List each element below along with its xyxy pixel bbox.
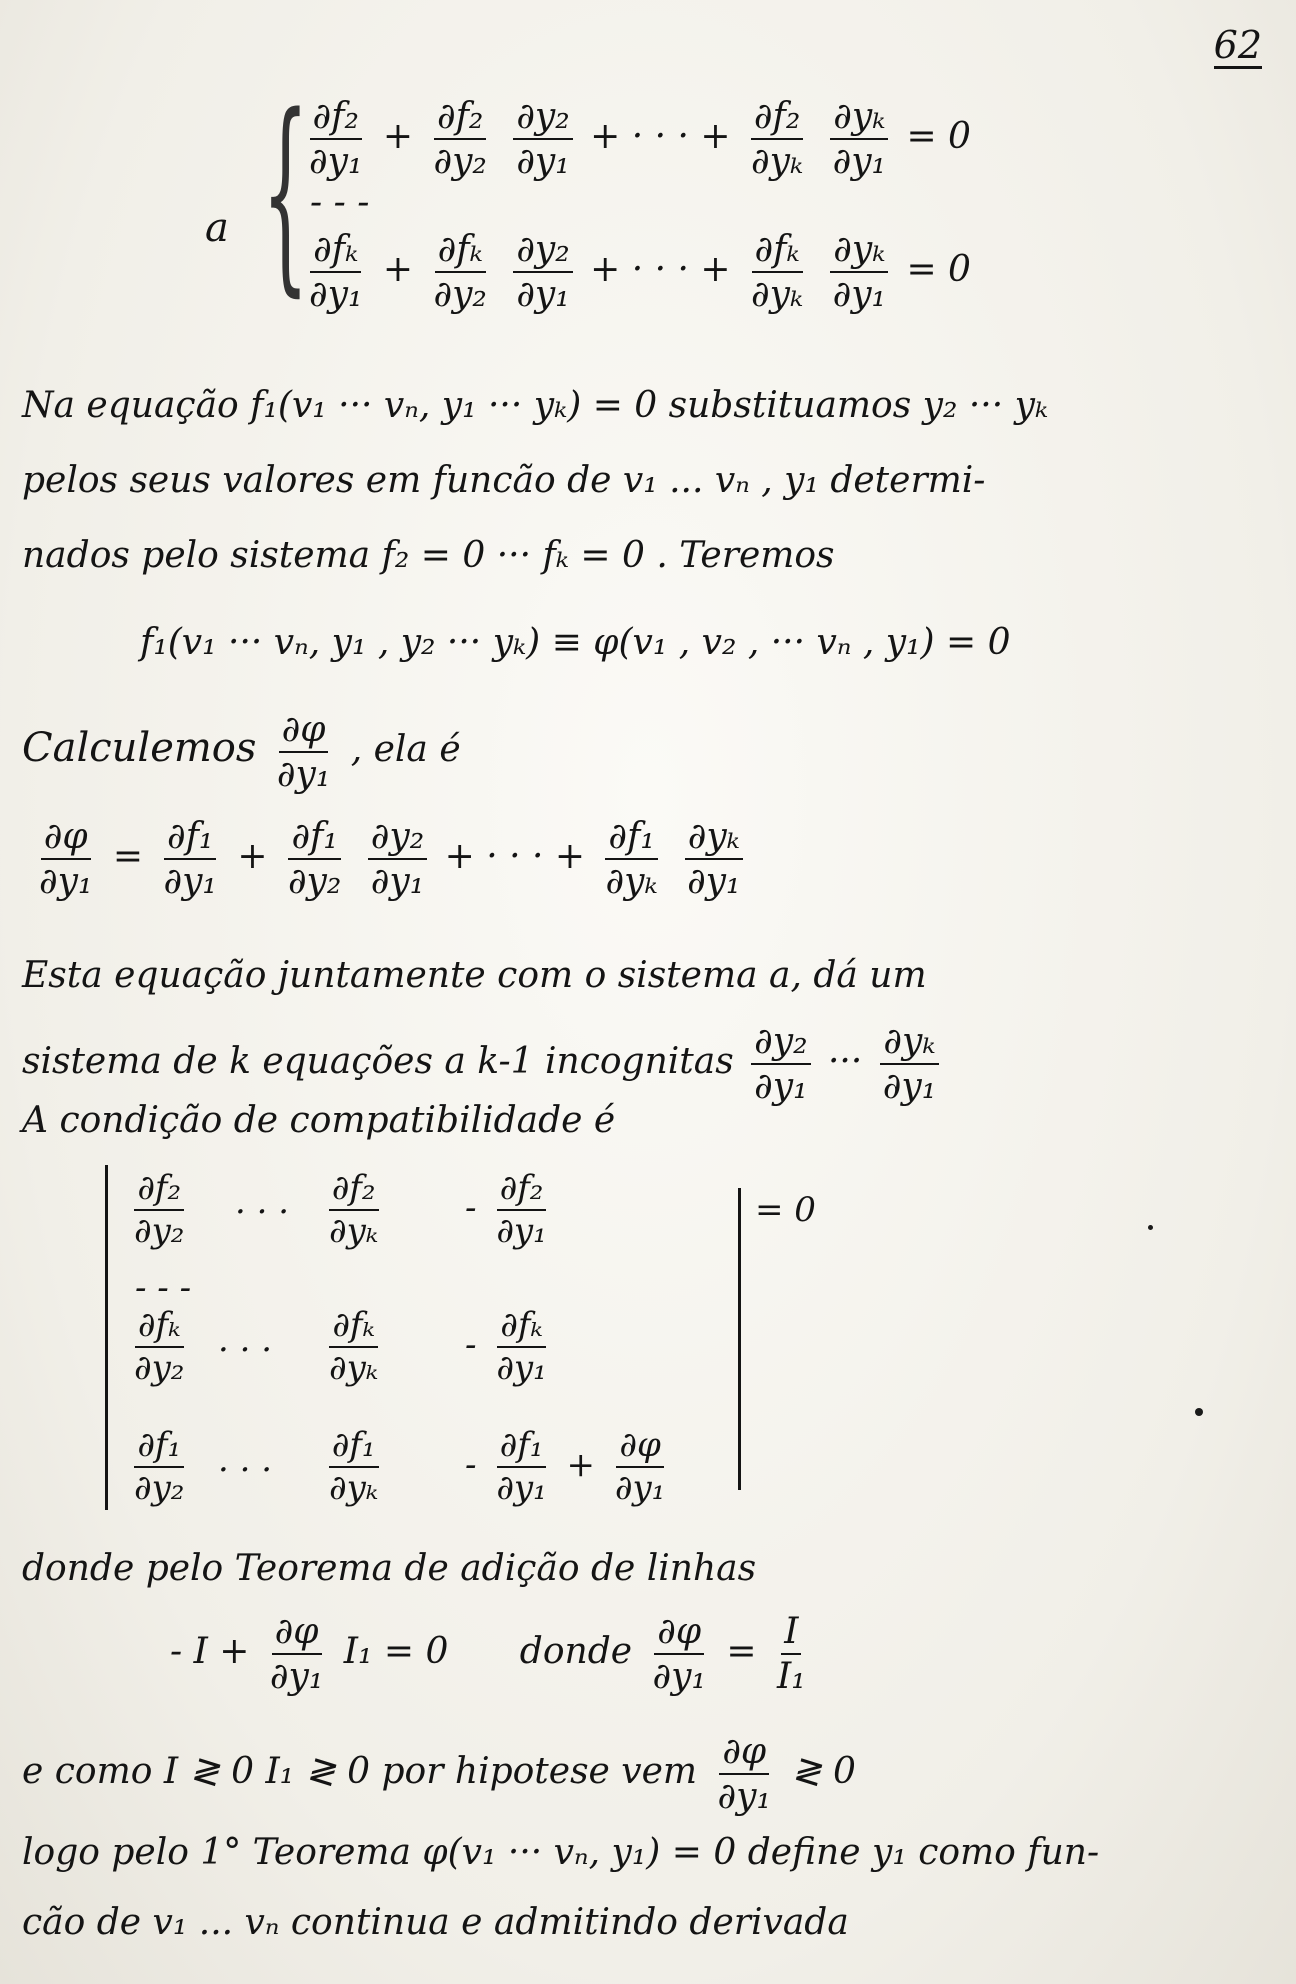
fraction: $\frac{\text{∂yₖ}}{\text{∂y₁}}$ [684,815,743,903]
fraction: $\frac{\text{∂f₁}}{\text{∂y₂}}$ [287,816,342,903]
determinant-cell: $\frac{\text{∂fₖ}}{\text{∂yₖ}}$ [329,1305,379,1388]
fraction: $\frac{I}{\text{I₁}}$ [776,1611,806,1698]
determinant-right-bar [738,1188,741,1490]
system-ellipsis: - - - [310,182,370,223]
text-line: nados pelo sistema f₂ = 0 ··· fₖ = 0 . Teremos [22,535,835,576]
text-line: cão de v₁ ... vₙ continua e admitindo derivada [22,1902,849,1943]
fraction: $\frac{\text{∂fₖ}}{\text{∂yₖ}}$ [751,229,804,316]
determinant-cell: - $\frac{\text{∂f₂}}{\text{∂y₁}}$ [465,1168,547,1251]
fraction: $\frac{\text{∂yₖ}}{\text{∂y₁}}$ [830,95,889,183]
fraction: $\frac{\text{∂fₖ}}{\text{∂y₂}}$ [433,229,487,316]
fraction: $\frac{\text{∂y₂}}{\text{∂y₁}}$ [513,95,572,183]
ink-dot [1195,1408,1203,1416]
fraction: $\frac{\partial\varphi}{\text{∂y₁}}$ [276,709,331,796]
hypothesis-line: e como I ≷ 0 I₁ ≷ 0 por hipotese vem $\frac{\partial\varphi}{\text{∂y₁}}$ ≷ 0 [22,1731,856,1818]
system-brace: { [262,70,309,315]
ink-dot [1148,1225,1153,1230]
result-equation: - I + $\frac{\partial\varphi}{\text{∂y₁}}$ I₁ = 0 donde $\frac{\partial\varphi}{\text{∂y₁}}$ = $\frac{I}{\text{I₁}}$ [170,1610,815,1698]
fraction: $\frac{\text{∂f₁}}{\text{∂y₁}}$ [163,816,217,903]
unknowns-line: sistema de k equações a k-1 incognitas $\frac{\text{∂y₂}}{\text{∂y₁}}$ ··· $\frac{\text{∂yₖ}}{\text{∂y₁}}$ [22,1020,945,1108]
determinant-cell: - $\frac{\text{∂f₁}}{\text{∂y₁}}$ + $\frac{\partial\varphi}{\text{∂y₁}}$ [465,1425,666,1508]
determinant-dots: · · · [235,1192,290,1232]
page-number: 62 [1213,23,1262,67]
determinant-cell: $\frac{\text{∂f₁}}{\text{∂y₂}}$ [134,1425,185,1508]
system-row-1: $\frac{\text{∂f₂}}{\text{∂y₁}}$ + $\frac{\text{∂f₂}}{\text{∂y₂}}$ $\frac{\text{∂y₂}}{\text{∂y₁}}$ + · · · + $\frac{\text{∂f₂}}{\text{∂yₖ}}$ $\frac{\text{∂yₖ}}{\text{∂y₁}}$ = 0 [300,95,971,183]
determinant-rhs: = 0 [755,1190,816,1230]
determinant-cell: $\frac{\text{∂f₂}}{\text{∂yₖ}}$ [329,1168,379,1251]
determinant-vdots: - - - [135,1268,192,1308]
fraction: $\frac{\text{∂y₂}}{\text{∂y₁}}$ [751,1020,810,1108]
system-label: a [205,205,229,251]
fraction: $\frac{\text{∂y₂}}{\text{∂y₁}}$ [513,228,572,316]
text-line: Na equação f₁(v₁ ··· vₙ, y₁ ··· yₖ) = 0 substituamos y₂ ··· yₖ [22,385,1049,426]
fraction: $\frac{\partial\varphi}{\text{∂y₁}}$ [39,816,93,903]
fraction: $\frac{\text{∂y₂}}{\text{∂y₁}}$ [368,815,427,903]
fraction: $\frac{\text{∂f₂}}{\text{∂y₂}}$ [433,96,487,183]
fraction: $\frac{\partial\varphi}{\text{∂y₁}}$ [269,1611,324,1698]
text-line: donde pelo Teorema de adição de linhas [22,1548,757,1589]
text-line: logo pelo 1° Teorema φ(v₁ ··· vₙ, y₁) = 0 define y₁ como fun- [22,1832,1100,1873]
fraction: $\frac{\text{∂fₖ}}{\text{∂y₁}}$ [309,229,363,316]
system-row-2: $\frac{\text{∂fₖ}}{\text{∂y₁}}$ + $\frac{\text{∂fₖ}}{\text{∂y₂}}$ $\frac{\text{∂y₂}}{\text{∂y₁}}$ + · · · + $\frac{\text{∂fₖ}}{\text{∂yₖ}}$ $\frac{\text{∂yₖ}}{\text{∂y₁}}$ = 0 [300,228,971,316]
fraction: $\frac{\text{∂f₂}}{\text{∂yₖ}}$ [751,96,804,183]
determinant-dots: · · · [218,1330,273,1370]
fraction: $\frac{\text{∂yₖ}}{\text{∂y₁}}$ [880,1020,939,1108]
fraction: $\frac{\partial\varphi}{\text{∂y₁}}$ [652,1611,706,1698]
identity-equation: f₁(v₁ ··· vₙ, y₁ , y₂ ··· yₖ) ≡ φ(v₁ , v₂ , ··· vₙ , y₁) = 0 [140,622,1011,663]
text-line: A condição de compatibilidade é [22,1100,616,1141]
fraction: $\frac{\text{∂yₖ}}{\text{∂y₁}}$ [830,228,889,316]
fraction: $\frac{\partial\varphi}{\text{∂y₁}}$ [717,1731,771,1818]
text-line: pelos seus valores em funcão de v₁ ... vₙ , y₁ determi- [22,460,986,501]
fraction: $\frac{\text{∂f₁}}{\text{∂yₖ}}$ [605,816,658,903]
fraction: $\frac{\text{∂f₂}}{\text{∂y₁}}$ [309,96,363,183]
determinant-cell: $\frac{\text{∂fₖ}}{\text{∂y₂}}$ [134,1305,185,1388]
determinant-left-bar [105,1165,108,1510]
calculate-line: Calculemos $\frac{\partial\varphi}{\text{∂y₁}}$ , ela é [22,709,461,796]
determinant-cell: $\frac{\text{∂f₁}}{\text{∂yₖ}}$ [329,1425,379,1508]
determinant-cell: $\frac{\text{∂f₂}}{\text{∂y₂}}$ [134,1168,185,1251]
determinant-cell: - $\frac{\text{∂fₖ}}{\text{∂y₁}}$ [465,1305,547,1388]
derivative-equation: $\frac{\partial\varphi}{\text{∂y₁}}$ = $\frac{\text{∂f₁}}{\text{∂y₁}}$ + $\frac{\text{∂f₁}}{\text{∂y₂}}$ $\frac{\text{∂y₂}}{\text{∂y₁}}$ + · · · + $\frac{\text{∂f₁}}{\text{∂yₖ}}$ $\frac{\text{∂yₖ}}{\text{∂y₁}}$ [30,815,749,903]
text-line: Esta equação juntamente com o sistema a, dá um [22,955,927,996]
determinant-dots: · · · [218,1450,273,1490]
